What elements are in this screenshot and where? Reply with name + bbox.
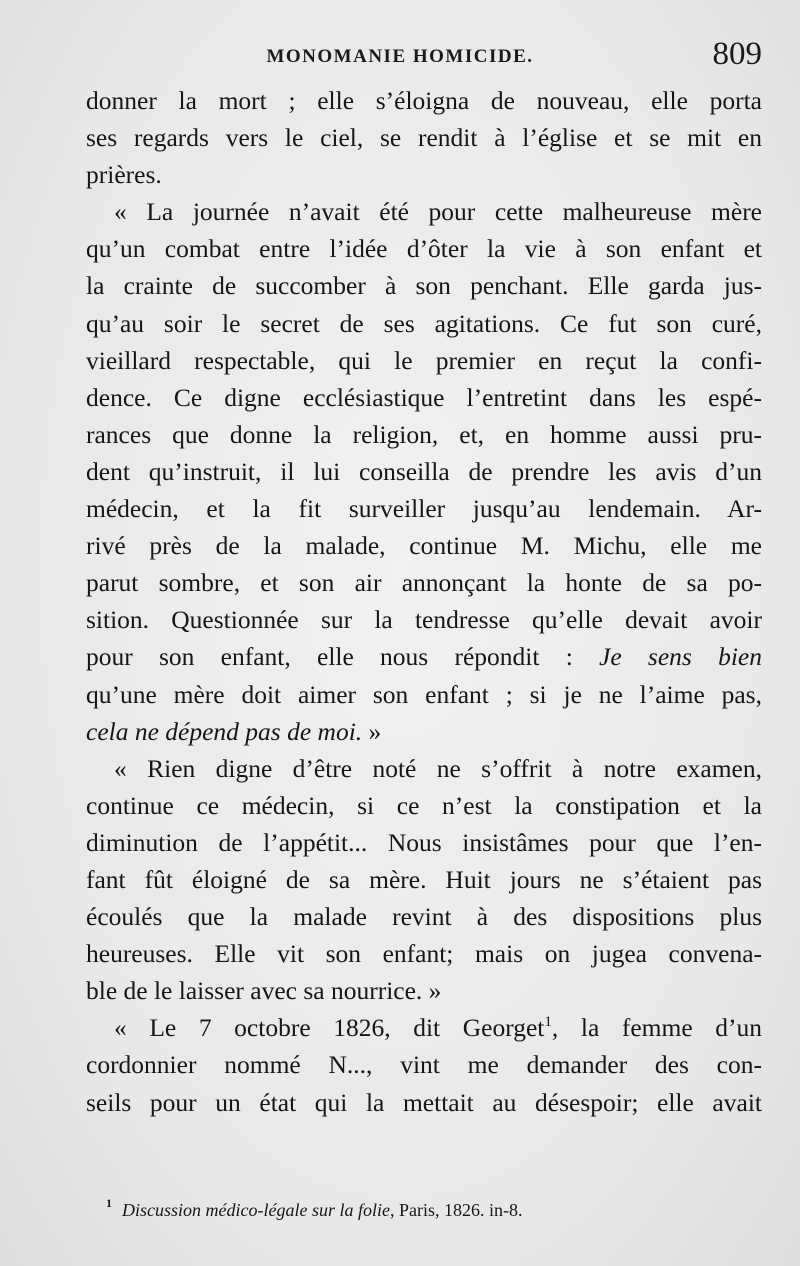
text-line: heureuses. Elle vit son enfant; mais on jugea convena- xyxy=(86,939,762,969)
text-line: vieillard respectable, qui le premier en reçut la confi- xyxy=(86,345,762,375)
text-line: diminution de l’appétit... Nous insistâmes pour que l’en- xyxy=(86,827,762,857)
text-line: « La journée n’avait été pour cette malheureuse mère xyxy=(114,197,762,227)
closing-quote: » xyxy=(368,716,382,746)
text-line: « Rien digne d’être noté ne s’offrit à notre examen, xyxy=(114,753,762,783)
text-line: prières. xyxy=(86,160,162,190)
text-line: parut sombre, et son air annonçant la honte de sa po- xyxy=(86,568,762,598)
body-text xyxy=(86,82,762,1121)
text-segment: « Le 7 octobre 1826, dit Georget xyxy=(114,1013,545,1043)
text-line: sition. Questionnée sur la tendresse qu’elle devait avoir xyxy=(86,605,762,635)
text-line: dence. Ce digne ecclésiastique l’entretint dans les espé- xyxy=(86,382,762,412)
text-line-italic: qu’une mère doit aimer son enfant ; si je ne l’aime pas, xyxy=(86,679,762,709)
text-line: médecin, et la fit surveiller jusqu’au lendemain. Ar- xyxy=(86,494,762,524)
running-head: MONOMANIE HOMICIDE. xyxy=(266,46,534,67)
footnote-marker: 1 xyxy=(106,1196,112,1210)
text-line: rivé près de la malade, continue M. Michu, elle me xyxy=(86,531,762,561)
text-line: rances que donne la religion, et, en homme aussi pru- xyxy=(86,419,762,449)
text-line: ble de le laisser avec sa nourrice. » xyxy=(86,976,442,1006)
footnote-citation: , Paris, 1826. in-8. xyxy=(389,1200,523,1220)
text-line xyxy=(86,713,762,750)
text-line: cordonnier nommé N..., vint me demander des con- xyxy=(86,1050,762,1080)
text-line: qu’un combat entre l’idée d’ôter la vie à son enfant et xyxy=(86,234,762,264)
text-line: qu’au soir le secret de ses agitations. Ce fut son curé, xyxy=(86,308,762,338)
footnote xyxy=(106,1198,522,1221)
text-line xyxy=(86,1009,762,1046)
italic-quote: cela ne dépend pas de moi. xyxy=(86,716,363,746)
text-line: dent qu’instruit, il lui conseilla de prendre les avis d’un xyxy=(86,456,762,486)
italic-quote: Je sens bien xyxy=(599,642,762,672)
text-segment: , la femme d’un xyxy=(551,1013,762,1043)
text-line: seils pour un état qui la mettait au désespoir; elle avait xyxy=(86,1087,762,1117)
text-line: écoulés que la malade revint à des dispositions plus xyxy=(86,902,762,932)
text-line: ses regards vers le ciel, se rendit à l’église et se mit en xyxy=(86,123,762,153)
text-line: continue ce médecin, si ce n’est la constipation et la xyxy=(86,790,762,820)
text-line: fant fût éloigné de sa mère. Huit jours ne s’étaient pas xyxy=(86,864,762,894)
text-line xyxy=(86,638,762,675)
text-segment: pour son enfant, elle nous répondit : xyxy=(86,642,573,672)
text-line: la crainte de succomber à son penchant. Elle garda jus- xyxy=(86,271,762,301)
footnote-reference: 1 xyxy=(544,1014,552,1031)
footnote-title: Discussion médico-légale sur la folie xyxy=(122,1200,390,1220)
page-number: 809 xyxy=(712,36,762,72)
text-line: donner la mort ; elle s’éloigna de nouveau, elle porta xyxy=(86,86,762,115)
